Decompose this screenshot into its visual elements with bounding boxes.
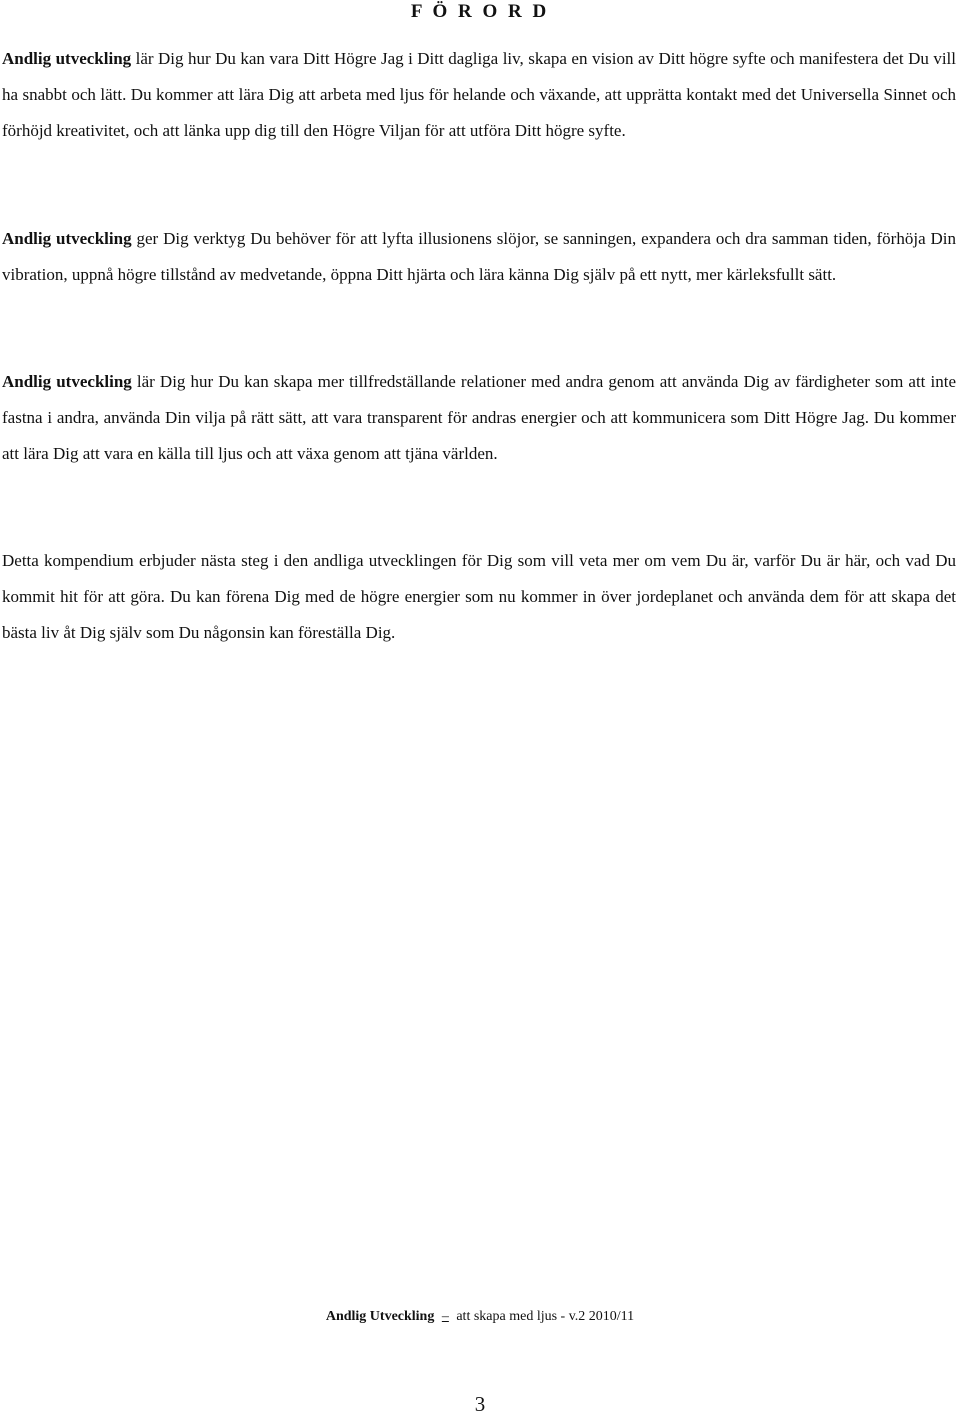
paragraph-4 — [2, 543, 956, 651]
paragraph-1 — [2, 41, 956, 149]
page-title: F Ö R O R D — [410, 1, 550, 22]
paragraph-2-lead: Andlig utveckling — [2, 229, 132, 248]
paragraph-2-text: ger Dig verktyg Du behöver för att lyfta illusionens slöjor, se sanningen, expandera och dra samman tiden, förhöja Din vibration, uppnå högre tillstånd av medvetande, öppna Ditt hjärta och lära känna Dig själv på ett nytt, mer kärleksfullt sätt. — [2, 229, 957, 284]
page-number: 3 — [474, 1392, 486, 1416]
paragraph-1-text: lär Dig hur Du kan vara Ditt Högre Jag i Ditt dagliga liv, skapa en vision av Ditt högre syfte och manifestera det Du vill ha snabbt och lätt. Du kommer att lära Dig att arbeta med ljus för helande och växande, att upprätta kontakt med det Universella Sinnet och förhöjd kreativitet, och att länka upp dig till den Högre Viljan för att utföra Ditt högre syfte. — [2, 49, 956, 140]
footer-subtitle: att skapa med ljus - v.2 2010/11 — [456, 1309, 635, 1324]
footer-dash: – — [441, 1309, 449, 1324]
page-footer — [0, 1306, 960, 1328]
paragraph-4-text: Detta kompendium erbjuder nästa steg i den andliga utvecklingen för Dig som vill veta mer om vem Du är, varför Du är här, och vad Du kommit hit för att göra. Du kan förena Dig med de högre energier som nu kommer in över jordeplanet och använda dem för att skapa det bästa liv åt Dig själv som Du någonsin kan föreställa Dig. — [2, 551, 956, 642]
paragraph-1-lead: Andlig utveckling — [2, 49, 132, 68]
paragraph-3-lead: Andlig utveckling — [2, 372, 132, 391]
paragraph-3-text: lär Dig hur Du kan skapa mer tillfredställande relationer med andra genom att använda Dig av färdigheter som att inte fastna i andra, använda Din vilja på rätt sätt, att vara transparent för andras energier och att kommunicera som Ditt Högre Jag. Du kommer att lära Dig att vara en källa till ljus och att växa genom att tjäna världen. — [2, 372, 956, 463]
footer-title: Andlig Utveckling — [325, 1309, 435, 1324]
paragraph-2 — [2, 221, 956, 293]
paragraph-3 — [2, 364, 956, 472]
